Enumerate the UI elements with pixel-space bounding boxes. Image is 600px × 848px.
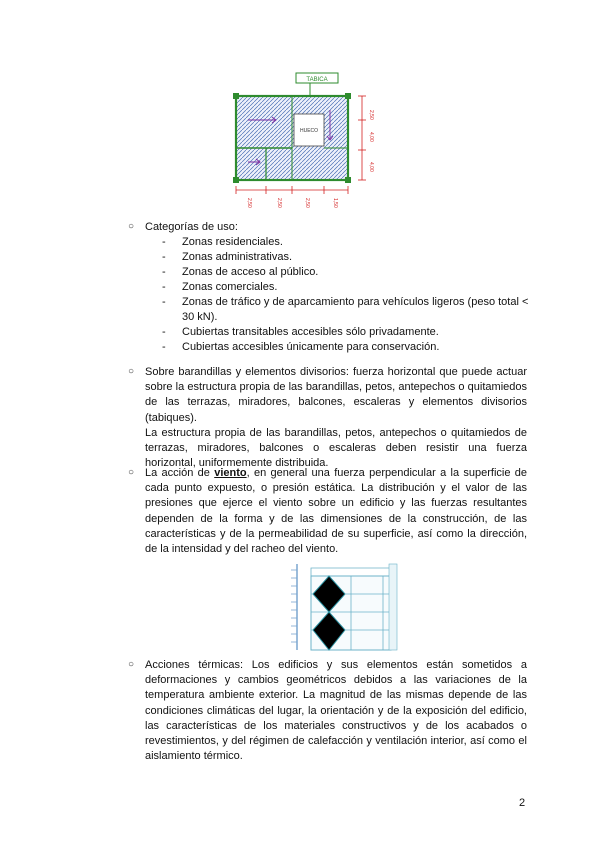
barandillas-paragraph: Sobre barandillas y elementos divisorios: fuerza horizontal que puede actuar sobre la estructura propia de las barandillas, petos, antepechos o quitamiedos de las terrazas, miradores, balcones, escaleras y elementos divisorios (tabiques).: [145, 366, 527, 424]
dim-bottom-3: 2,50: [304, 198, 310, 208]
bullet-icon: ○: [128, 221, 135, 232]
slab-plan-figure: [226, 70, 376, 212]
uses-title: Categorías de uso:: [145, 221, 238, 233]
top-label: TABICA: [306, 77, 328, 83]
opening-label: HUECO: [299, 128, 319, 134]
dim-bottom-1: 2,50: [246, 198, 252, 208]
viento-paragraph: La acción de viento, en general una fuerza perpendicular a la superficie de cada punto expuesto, o presión estática. La distribución y el valor de las presiones que ejerce el viento sobre un edificio y las fuerzas resultantes dependen de la forma y de las dimensiones de la construcción, de las características y de la permeabilidad de su superficie, así como la dirección, de la intensidad y del racheo del viento.: [145, 467, 527, 556]
bullet-icon: ○: [128, 467, 135, 478]
wind-frame-figure: [283, 560, 403, 652]
barandillas-paragraph-2: La estructura propia de las barandillas, petos, antepechos o quitamiedos de terrazas, miradores, balcones o escaleras deben resistir una fuerza horizontal, uniformemente distribuida.: [145, 427, 527, 470]
termicas-paragraph: Acciones térmicas: Los edificios y sus elementos están sometidos a deformaciones y cambios geométricos debidos a las variaciones de la temperatura ambiente exterior. La magnitud de las mismas depende de las condiciones climáticas del lugar, la orientación y de la exposición del edificio, las características de los materiales constructivos y de los acabados o revestimientos, y del régimen de calefacción y ventilación interior, así como el aislamiento térmico.: [145, 659, 527, 763]
dim-bottom-2: 2,50: [276, 198, 282, 208]
dim-right-3: 4,00: [368, 162, 374, 172]
dim-bottom-4: 1,50: [332, 198, 338, 208]
bullet-icon: ○: [128, 659, 135, 670]
dim-right-1: 2,50: [368, 110, 374, 120]
viento-keyword: viento: [214, 467, 247, 479]
dim-right-2: 4,00: [368, 132, 374, 142]
page-number: 2: [519, 797, 526, 809]
bullet-icon: ○: [128, 366, 135, 377]
